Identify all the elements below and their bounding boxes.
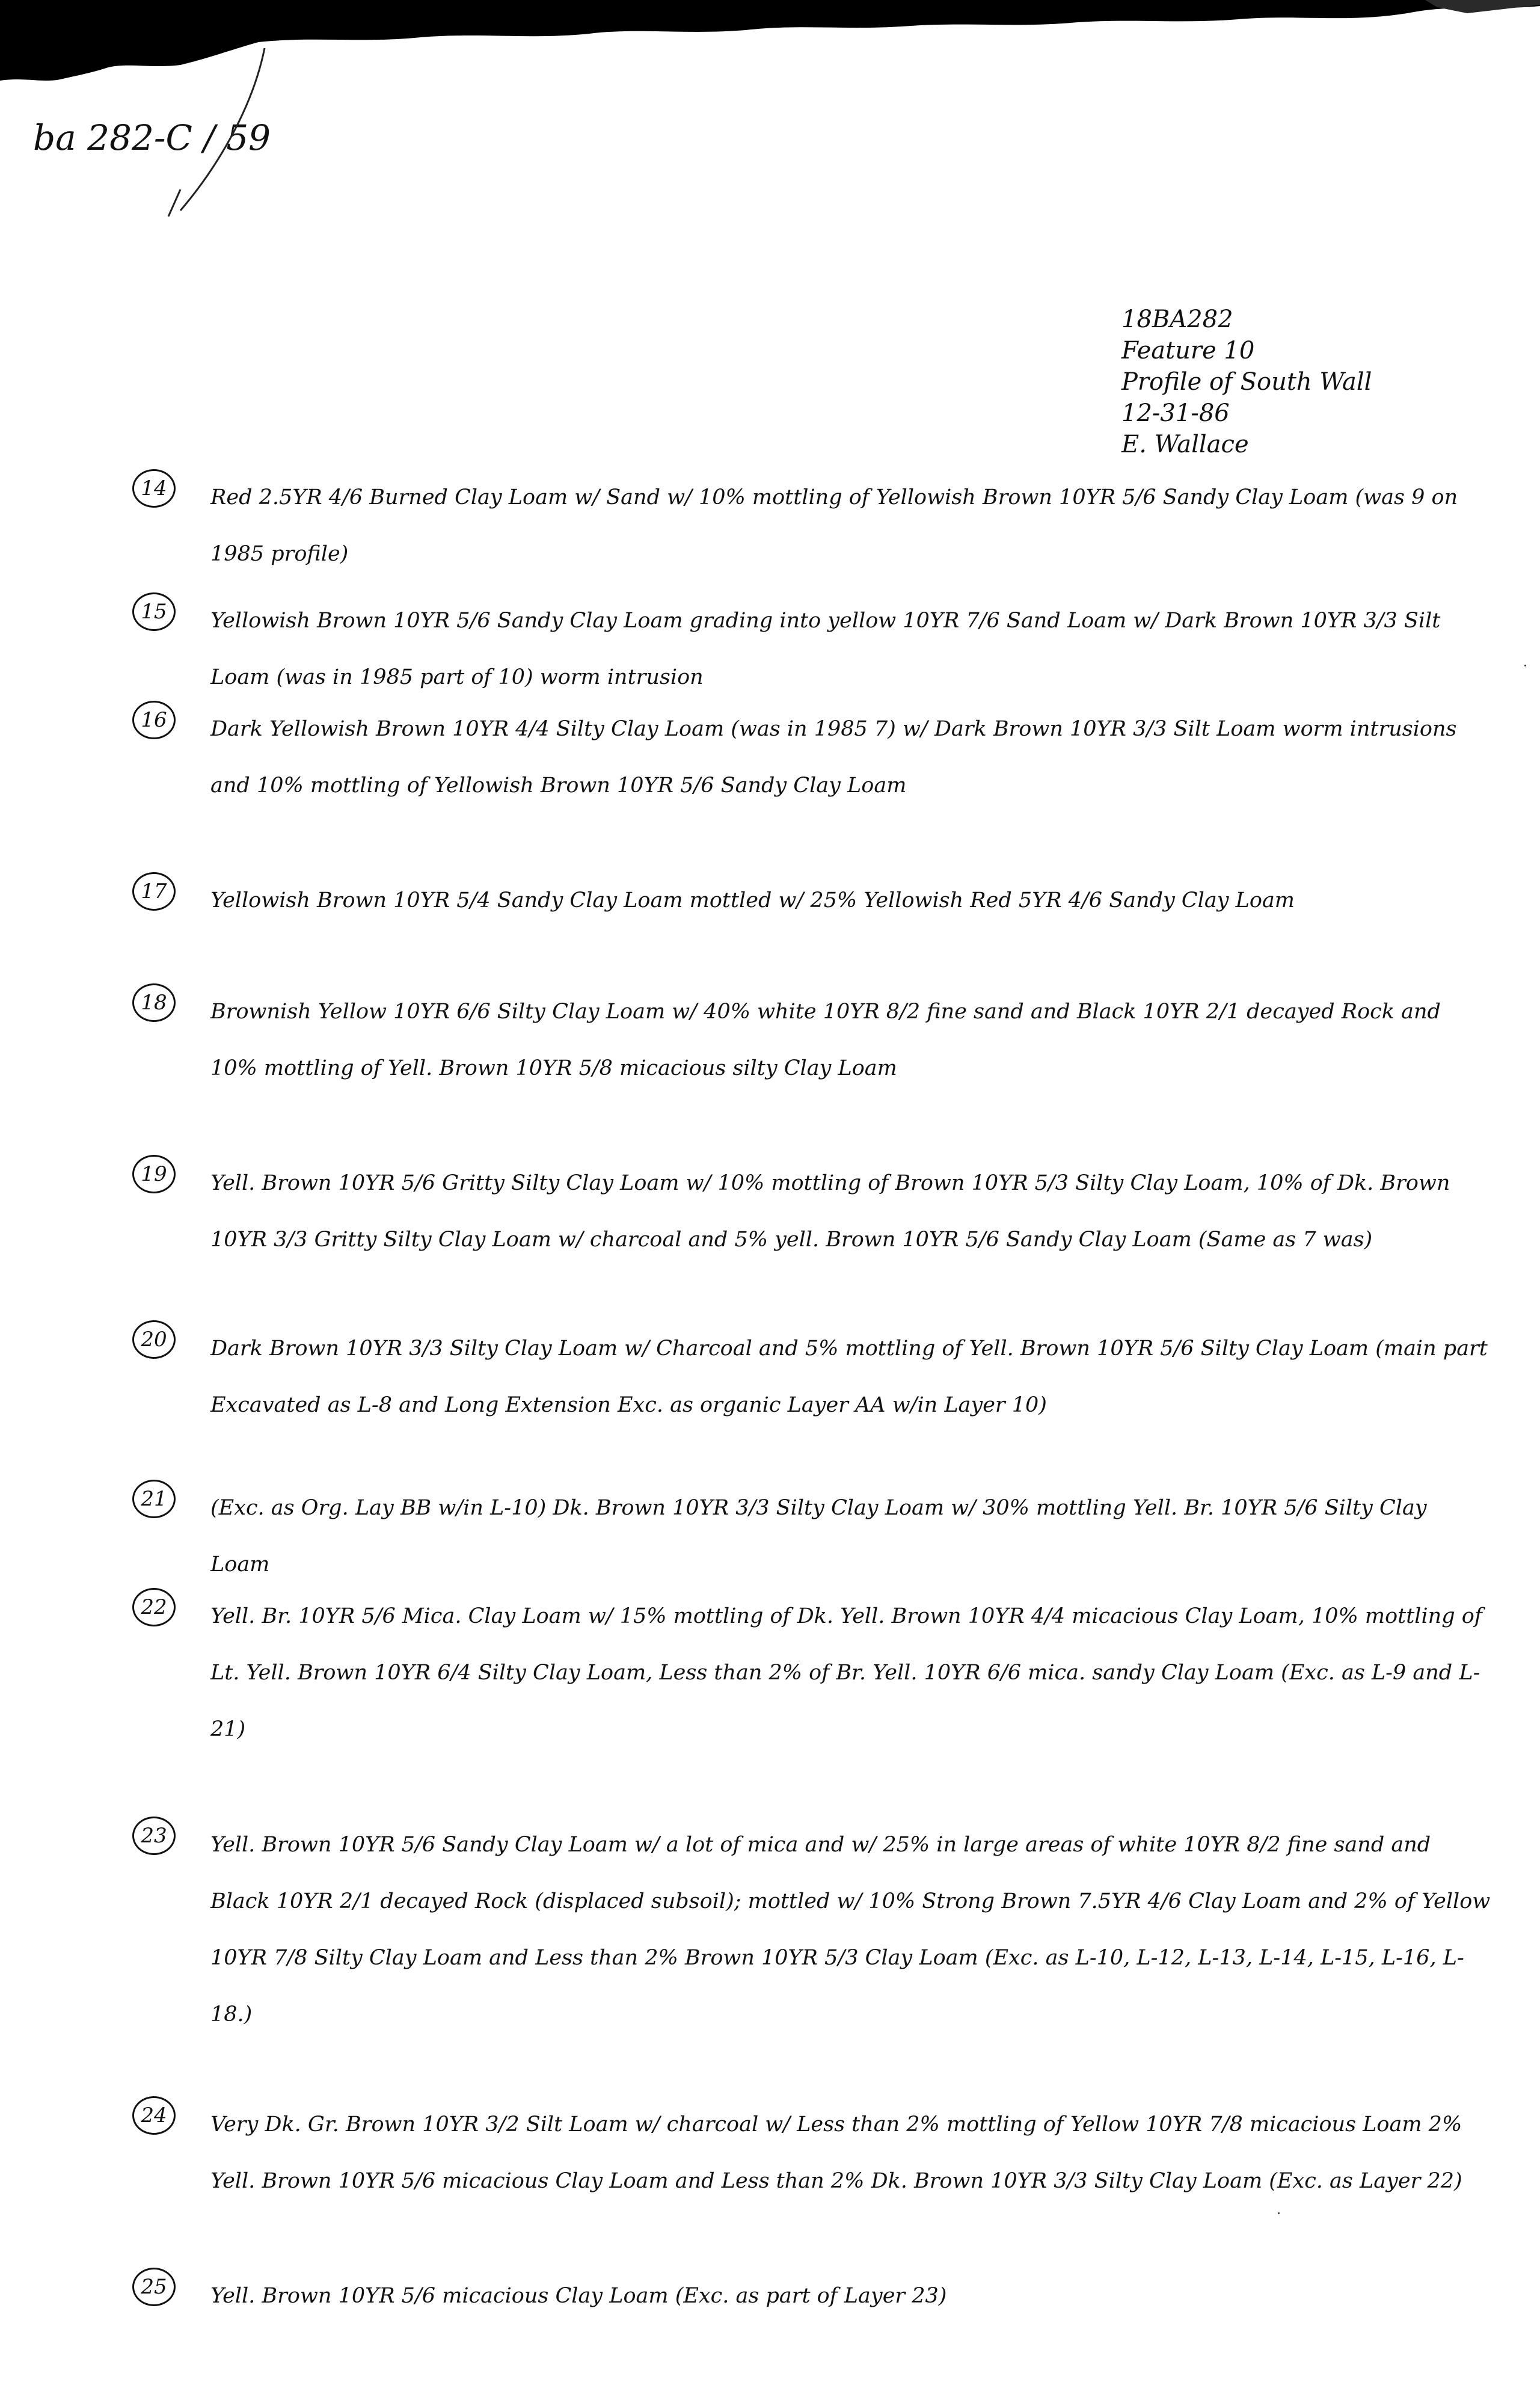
layer-entry <box>132 1817 1491 2043</box>
author: E. Wallace <box>1121 431 1249 458</box>
layer-description: Yellowish Brown 10YR 5/4 Sandy Clay Loam mottled w/ 25% Yellowish Red 5YR 4/6 Sandy Clay Loam <box>210 888 1295 912</box>
pen-stroke-mark <box>144 36 301 217</box>
layer-description: Red 2.5YR 4/6 Burned Clay Loam w/ Sand w/ 10% mottling of Yellowish Brown 10YR 5/6 Sandy Clay Loam (was 9 on 1985 profile) <box>210 485 1458 566</box>
layer-number: 14 <box>132 469 176 508</box>
layer-number: 15 <box>132 592 176 631</box>
feature-label: Feature 10 <box>1121 337 1255 365</box>
layer-number: 19 <box>132 1155 176 1193</box>
layer-description: Yell. Brown 10YR 5/6 Gritty Silty Clay Loam w/ 10% mottling of Brown 10YR 5/3 Silty Clay Loam, 10% of Dk. Brown 10YR 3/3 Gritty Silty Clay Loam w/ charcoal and 5% yell. Brown 10YR 5/6 Sandy Clay Loam (Same as 7 was) <box>210 1171 1450 1252</box>
layer-description: Dark Brown 10YR 3/3 Silty Clay Loam w/ Charcoal and 5% mottling of Yell. Brown 10YR 5/6 Silty Clay Loam (main part Excavated as L-8 and Long Extension Exc. as organic Layer AA w/in Layer 10) <box>210 1337 1488 1417</box>
scan-speck <box>1278 2212 1280 2214</box>
profile-label: Profile of South Wall <box>1121 368 1372 396</box>
layer-entry <box>132 2096 1491 2209</box>
layer-entry <box>132 983 1491 1097</box>
site-header-block <box>1121 304 1506 460</box>
layer-entry <box>132 872 1491 929</box>
layer-description: Yellowish Brown 10YR 5/6 Sandy Clay Loam grading into yellow 10YR 7/6 Sand Loam w/ Dark Brown 10YR 3/3 Silt Loam (was in 1985 part of 10) worm intrusion <box>210 609 1441 689</box>
layer-number: 21 <box>132 1480 176 1518</box>
layer-number: 25 <box>132 2268 176 2306</box>
layer-number: 17 <box>132 872 176 911</box>
layer-description: Yell. Brown 10YR 5/6 micacious Clay Loam (Exc. as part of Layer 23) <box>210 2284 947 2308</box>
layer-description: (Exc. as Org. Lay BB w/in L-10) Dk. Brown 10YR 3/3 Silty Clay Loam w/ 30% mottling Yell. Br. 10YR 5/6 Silty Clay Loam <box>210 1496 1427 1577</box>
layer-number: 23 <box>132 1817 176 1855</box>
layer-entry <box>132 1155 1491 1268</box>
layer-description: Dark Yellowish Brown 10YR 4/4 Silty Clay Loam (was in 1985 7) w/ Dark Brown 10YR 3/3 Silt Loam worm intrusions and 10% mottling of Yellowish Brown 10YR 5/6 Sandy Clay Loam <box>210 717 1457 798</box>
layer-number: 20 <box>132 1320 176 1359</box>
layer-number: 22 <box>132 1588 176 1626</box>
layer-number: 18 <box>132 983 176 1022</box>
scan-speck <box>1524 665 1526 666</box>
layer-number: 16 <box>132 701 176 739</box>
layer-entry <box>132 701 1491 814</box>
layer-entry <box>132 469 1491 582</box>
layer-description: Very Dk. Gr. Brown 10YR 3/2 Silt Loam w/ charcoal w/ Less than 2% mottling of Yellow 10YR 7/8 micacious Loam 2% Yell. Brown 10YR 5/6 micacious Clay Loam and Less than 2% Dk. Brown 10YR 3/3 Silty Clay Loam (Exc. as Layer 22) <box>210 2112 1462 2193</box>
layer-entry <box>132 2268 1491 2324</box>
layer-description: Yell. Brown 10YR 5/6 Sandy Clay Loam w/ a lot of mica and w/ 25% in large areas of white 10YR 8/2 fine sand and Black 10YR 2/1 decayed Rock (displaced subsoil); mottled w/ 10% Strong Brown 7.5YR 4/6 Clay Loam and 2% of Yellow 10YR 7/8 Silty Clay Loam and Less than 2% Brown 10YR 5/3 Clay Loam (Exc. as L-10, L-12, L-13, L-14, L-15, L-16, L-18.) <box>210 1833 1491 2026</box>
site-number: 18BA282 <box>1121 306 1233 333</box>
layer-description: Brownish Yellow 10YR 6/6 Silty Clay Loam w/ 40% white 10YR 8/2 fine sand and Black 10YR 2/1 decayed Rock and 10% mottling of Yell. Brown 10YR 5/8 micacious silty Clay Loam <box>210 1000 1441 1080</box>
layer-entry <box>132 1588 1491 1758</box>
layer-entry <box>132 1480 1491 1593</box>
page-identifier: ba 282-C / 59 <box>33 117 271 158</box>
layer-entry <box>132 592 1491 706</box>
layer-number: 24 <box>132 2096 176 2135</box>
layer-entry <box>132 1320 1491 1433</box>
date: 12-31-86 <box>1121 399 1230 427</box>
layer-description: Yell. Br. 10YR 5/6 Mica. Clay Loam w/ 15% mottling of Dk. Yell. Brown 10YR 4/4 micacious Clay Loam, 10% mottling of Lt. Yell. Brown 10YR 6/4 Silty Clay Loam, Less than 2% of Br. Yell. 10YR 6/6 mica. sandy Clay Loam (Exc. as L-9 and L-21) <box>210 1604 1482 1741</box>
